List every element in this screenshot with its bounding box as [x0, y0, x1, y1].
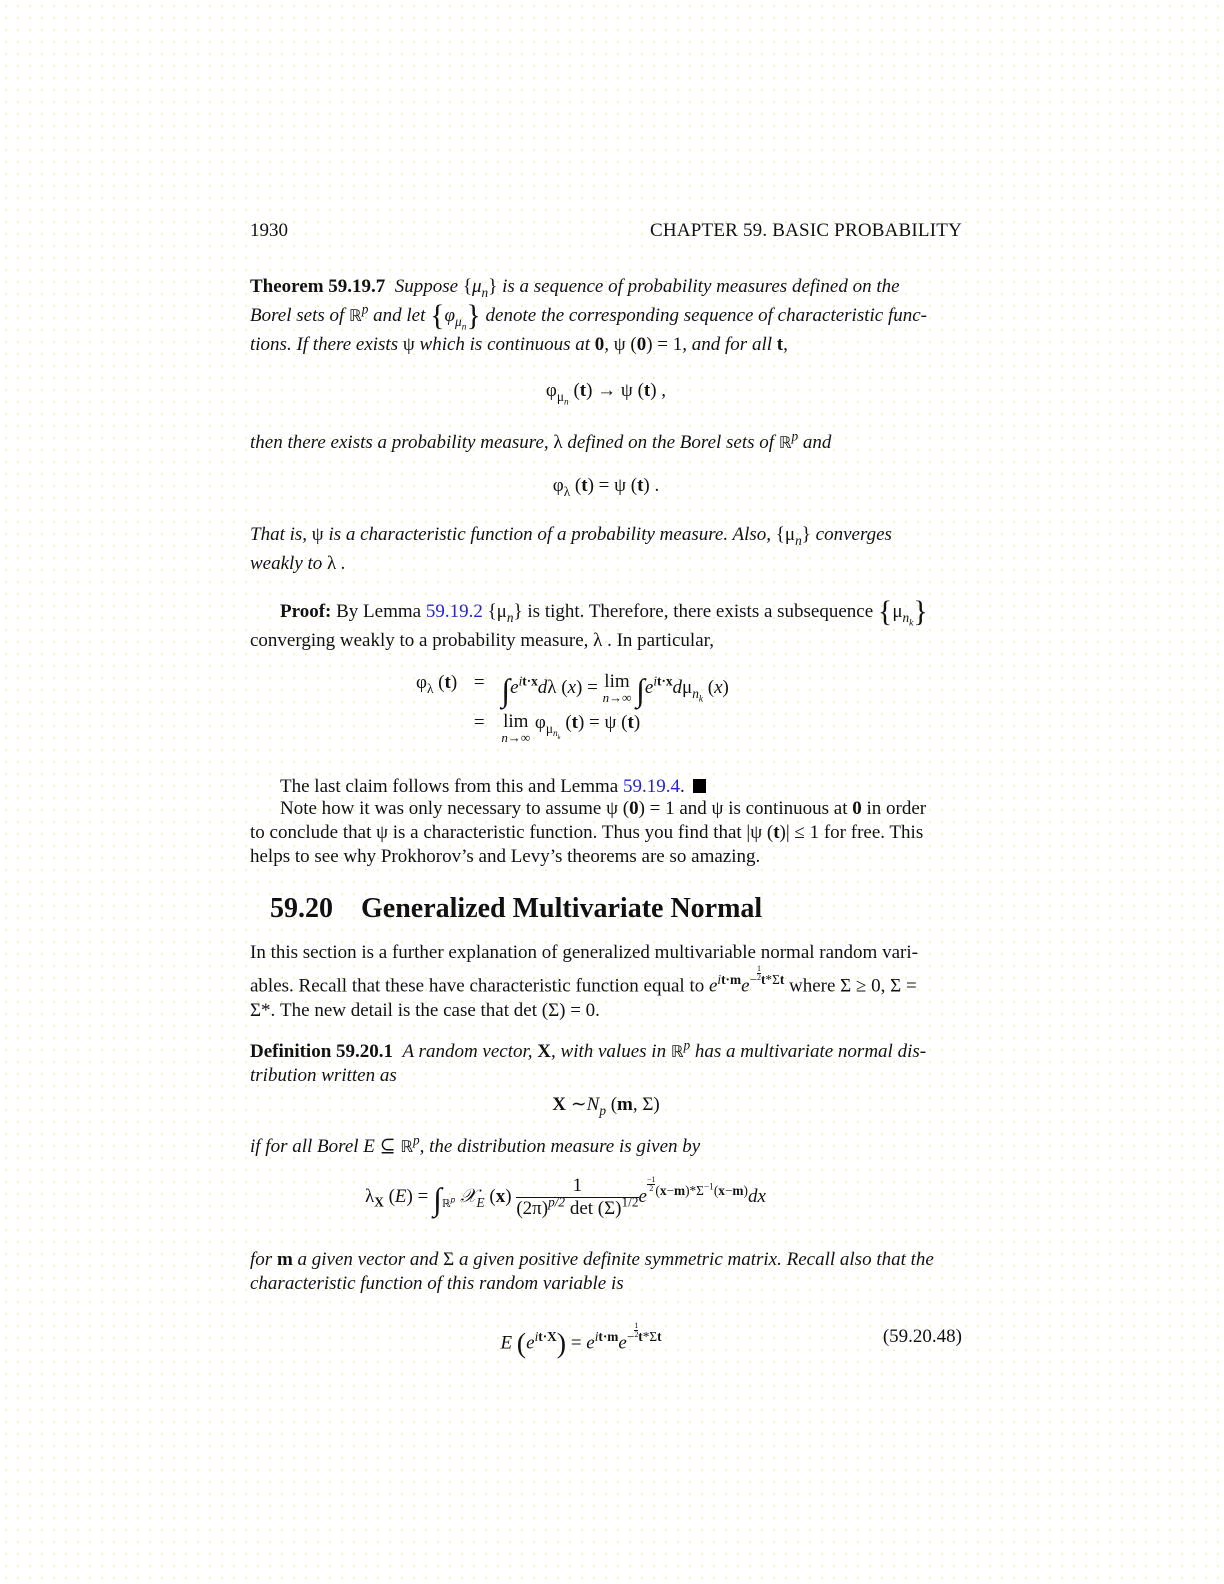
- theorem-block: [250, 272, 962, 359]
- proof-label: Proof:: [280, 601, 332, 622]
- definition-label: Definition 59.20.1: [250, 1041, 394, 1062]
- equation-number: (59.20.48): [882, 1326, 962, 1347]
- definition-line-4: for m a given vector and Σ a given positive definite symmetric matrix. Recall also that the characteristic function of this random variable is: [250, 1249, 934, 1294]
- theorem-line-2: Borel sets of ℝ$^p$ and let $\{\varphi_{\mu_n}\}$ denote the corresponding sequence of characteristic func-: [250, 299, 927, 333]
- theorem-line-3: tions. If there exists ψ which is continuous at 0, ψ (0) = 1, and for all t,: [250, 334, 788, 355]
- section-heading: [270, 893, 762, 925]
- equation-row: = lim n→∞ $\varphi_{\mu_{n_k}}$ (t) = ψ (t): [469, 711, 641, 745]
- section-title: Generalized Multivariate Normal: [361, 893, 763, 924]
- equation-normal-dist: X $\sim N_p$ (m, Σ): [552, 1094, 660, 1118]
- proof-line-2: converging weakly to a probability measure, λ . In particular,: [250, 630, 714, 651]
- equation-row: $\varphi_\lambda$ (t) = $\int e^{it\cdot x}d\lambda$ (x) = lim n→∞ $\int e^{it\cdot x}d\mu_{n_k}$ (x): [416, 671, 729, 708]
- equation-limit: $\varphi_\lambda$ (t) = ψ (t) .: [552, 475, 660, 499]
- section-number: 59.20: [270, 893, 333, 924]
- page-number: 1930: [250, 220, 288, 241]
- running-head: [250, 220, 962, 242]
- qed-square-icon: [693, 779, 706, 793]
- theorem-conclusion: That is, ψ is a characteristic function of a probability measure. Also, $\{\mu_n\}$ converges weakly to λ .: [250, 524, 892, 574]
- chapter-title: CHAPTER 59. BASIC PROBABILITY: [650, 220, 962, 241]
- proof-equation-array: [410, 672, 735, 752]
- lemma-link-59-19-4[interactable]: 59.19.4: [622, 776, 680, 797]
- equation-distribution-measure: $\lambda_X$ $(E) = \int_{ℝ^p}$ 𝒳$_E$ (x) $\frac{1}{(2\pi)^{p/2} \det (\Sigma)^{1/2}}$ e $^{\frac{-1}{2} (x-m)*\Sigma^{-1}(x-m)}$dx: [365, 1174, 766, 1219]
- proof-closing: The last claim follows from this and Lemma 59.19.4.: [250, 772, 962, 801]
- theorem-line-4: then there exists a probability measure, λ defined on the Borel sets of ℝ$^p$ and: [250, 428, 832, 453]
- section-intro: In this section is a further explanation of generalized multivariable normal random vari- ables. Recall that these have characteristic function equal to $e^{it\cdot m}e^{- \frac{1}{2} t*\Sigma t}$ where Σ ≥ 0, Σ = Σ*. The new detail is the case that det (Σ) = 0.: [250, 942, 918, 1022]
- definition-block: Definition 59.20.1 A random vector, X, with values in ℝ$^p$ has a multivariate normal dis- tribution written as: [250, 1037, 927, 1086]
- theorem-label: Theorem 59.19.7: [250, 276, 386, 297]
- equation-characteristic-function: E $(e^{it\cdot X}) = e^{it\cdot m}e^{- \frac{1}{2} t*\Sigma t}$ (59.20.48): [500, 1321, 962, 1360]
- lemma-link-59-19-2[interactable]: 59.19.2: [425, 601, 483, 622]
- note-paragraph: Note how it was only necessary to assume ψ (0) = 1 and ψ is continuous at 0 in order to conclude that ψ is a characteristic function. Thus you find that |ψ (t)| ≤ 1 for free. This helps to see why Prokhorov’s and Levy’s theorems are so amazing.: [250, 798, 927, 867]
- theorem-line-1: Theorem 59.19.7 Suppose $\{\mu_n\}$ is a sequence of probability measures defined on the: [250, 276, 900, 300]
- equation-convergence: $\varphi_{\mu_n}$ (t) → ψ (t) ,: [545, 380, 667, 408]
- proof-block: Proof: By Lemma 59.19.2 $\{\mu_n\}$ is tight. Therefore, there exists a subsequence $\{\mu_{n_k}\}$ converging weakly to a probability measure, λ . In particular,: [250, 597, 962, 655]
- definition-line-3: if for all Borel E ⊆ ℝ$^p$, the distribution measure is given by: [250, 1132, 701, 1157]
